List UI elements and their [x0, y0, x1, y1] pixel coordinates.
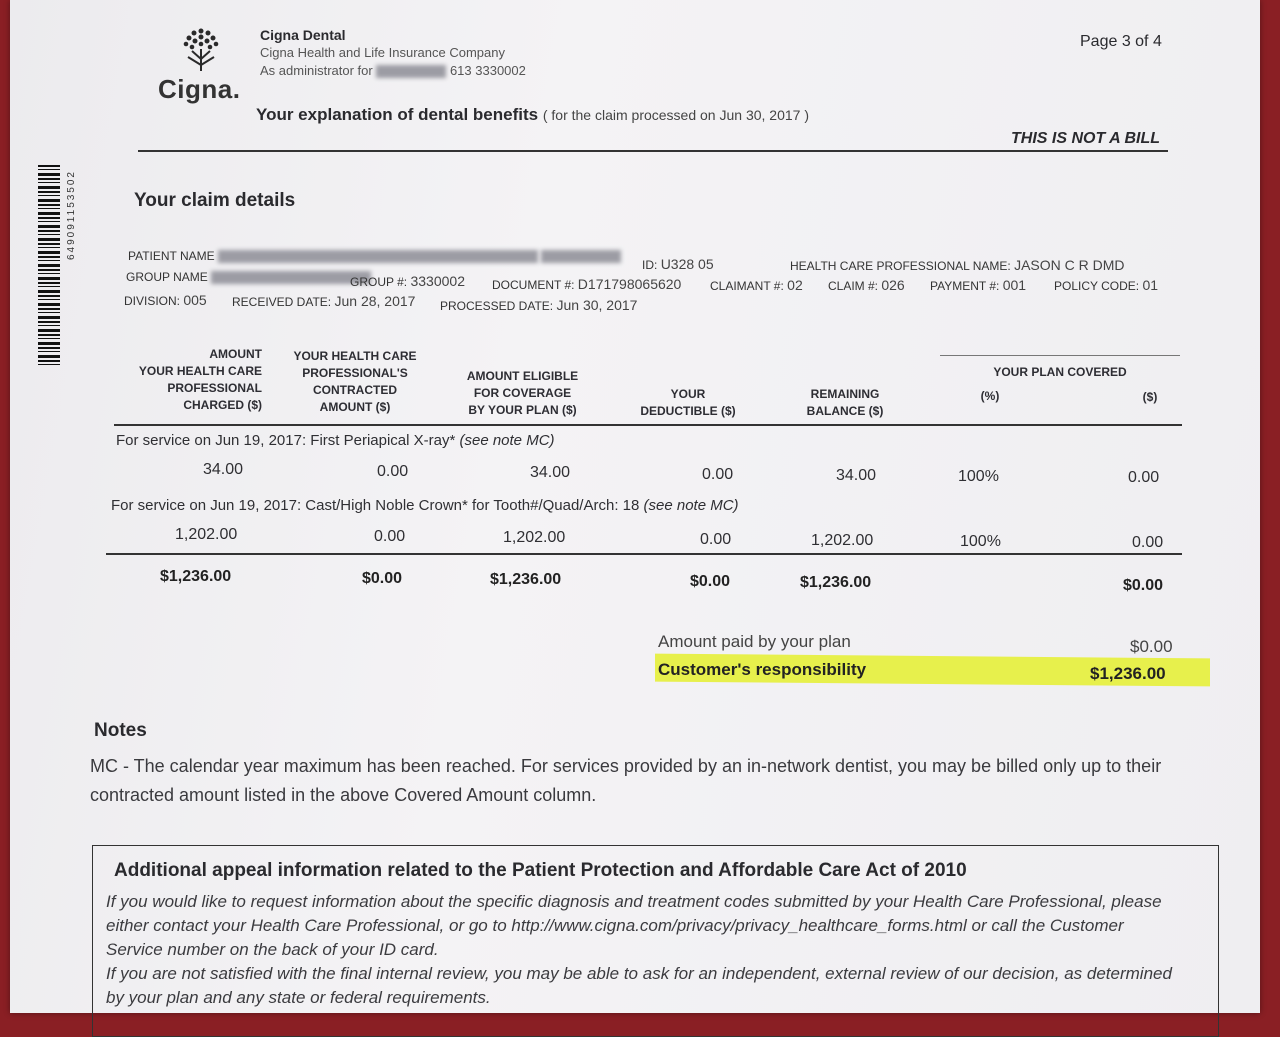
- col-covered-group: YOUR PLAN COVERED: [993, 365, 1127, 379]
- col-contracted: YOUR HEALTH CARE PROFESSIONAL'S CONTRACTED AMOUNT ($): [293, 349, 417, 414]
- notes-title: Notes: [94, 720, 147, 741]
- payment-value: 001: [1002, 277, 1027, 293]
- service-1-text: For service on Jun 19, 2017: First Periapical X-ray*: [116, 432, 456, 449]
- division-label: DIVISION:: [124, 294, 181, 308]
- appeal-paragraph-2: If you are not satisfied with the final internal review, you may be able to ask for an independent, external review of our decision, as determined by your plan and any state or federal requirements.: [106, 964, 1172, 1007]
- service-2-remaining: 1,202.00: [811, 532, 874, 549]
- total-deductible: $0.00: [690, 573, 731, 590]
- claimant-label: CLAIMANT #:: [710, 279, 784, 293]
- eob-document: [10, 0, 1260, 1013]
- received-date-field: [232, 293, 415, 309]
- eob-title: [256, 105, 809, 125]
- amount-paid-value: $0.00: [1130, 637, 1173, 656]
- covered-group-rule: [940, 355, 1180, 356]
- company-name: Cigna Dental: [260, 27, 346, 43]
- notes-text: MC - The calendar year maximum has been reached. For services provided by an in-network dentist, you may be billed only up to their contracted amount listed in the above Covered Amount column.: [90, 756, 1162, 805]
- eob-title-text: Your explanation of dental benefits: [256, 105, 539, 124]
- eob-processed-note: ( for the claim processed on Jun 30, 2017 ): [542, 107, 809, 123]
- id-value: U328 05: [660, 256, 714, 272]
- header-table-rule: [114, 424, 1182, 426]
- amount-paid-label: Amount paid by your plan: [658, 632, 851, 651]
- policy-code-label: POLICY CODE:: [1054, 279, 1140, 293]
- processed-date-value: Jun 30, 2017: [556, 297, 638, 313]
- total-covered-amt: $0.00: [1123, 577, 1164, 594]
- claimant-value: 02: [787, 277, 803, 293]
- col-covered-amt: ($): [1142, 390, 1158, 404]
- claim-number-label: CLAIM #:: [828, 279, 879, 293]
- service-2-contracted: 0.00: [374, 528, 406, 545]
- payment-label: PAYMENT #:: [930, 279, 1000, 293]
- id-label: ID:: [642, 258, 658, 272]
- service-2-charged: 1,202.00: [175, 526, 238, 543]
- total-remaining: $1,236.00: [800, 574, 872, 591]
- appeal-body: [106, 890, 1176, 1010]
- col-covered-pct: (%): [980, 389, 1000, 403]
- cigna-logo-text: Cigna.: [158, 74, 241, 104]
- administrator-line: [260, 63, 526, 78]
- service-2-deductible: 0.00: [700, 531, 732, 548]
- policy-code-value: 01: [1142, 277, 1159, 293]
- division-field: [124, 292, 207, 308]
- insurer-name: Cigna Health and Life Insurance Company: [260, 45, 505, 60]
- claim-number-value: 026: [881, 277, 905, 293]
- service-row-1-desc: [116, 432, 555, 449]
- appeal-title: Additional appeal information related to the Patient Protection and Affordable Care Act of 2010: [114, 860, 967, 881]
- service-2-note: (see note MC): [643, 497, 739, 514]
- barcode-number: 649091153502: [66, 170, 77, 260]
- total-contracted: $0.00: [362, 570, 403, 587]
- redacted-block: [211, 271, 371, 284]
- service-1-note: (see note MC): [459, 432, 555, 449]
- hcp-name-label: HEALTH CARE PROFESSIONAL NAME:: [790, 259, 1011, 273]
- claim-details-title: Your claim details: [134, 190, 296, 211]
- received-date-value: Jun 28, 2017: [334, 293, 416, 309]
- service-2-covered-pct: 100%: [960, 533, 1001, 550]
- service-2-text: For service on Jun 19, 2017: Cast/High Noble Crown* for Tooth#/Quad/Arch: 18: [111, 497, 640, 514]
- service-1-covered-pct: 100%: [958, 468, 999, 485]
- group-name-field: [126, 270, 371, 284]
- id-field: [642, 256, 714, 272]
- total-eligible: $1,236.00: [490, 571, 562, 588]
- hcp-name-value: JASON C R DMD: [1014, 257, 1125, 273]
- group-number-value: 3330002: [410, 273, 465, 289]
- processed-date-field: [440, 297, 637, 313]
- service-1-charged: 34.00: [203, 461, 244, 478]
- cigna-tree-logo-icon: [180, 25, 222, 75]
- totals-rule: [106, 553, 1182, 555]
- service-1-covered-amt: 0.00: [1128, 469, 1160, 486]
- document-value: D171798065620: [577, 276, 682, 292]
- policy-code-field: [1054, 277, 1158, 293]
- claimant-field: [710, 277, 803, 293]
- group-number-label: GROUP #:: [350, 275, 408, 289]
- col-eligible: AMOUNT ELIGIBLE FOR COVERAGE BY YOUR PLAN ($): [466, 369, 579, 417]
- patient-name-field: [128, 249, 621, 263]
- customer-responsibility-label: Customer's responsibility: [658, 660, 867, 679]
- group-number-field: [350, 273, 465, 289]
- service-1-contracted: 0.00: [377, 463, 409, 480]
- group-name-label: GROUP NAME: [126, 270, 208, 284]
- not-a-bill-label: THIS IS NOT A BILL: [1011, 130, 1161, 147]
- service-1-deductible: 0.00: [702, 466, 734, 483]
- col-remaining: REMAINING BALANCE ($): [806, 387, 884, 418]
- service-2-covered-amt: 0.00: [1132, 534, 1164, 551]
- administrator-tail: 613 3330002: [449, 63, 526, 78]
- redacted-block: [541, 250, 621, 263]
- col-charged: AMOUNT YOUR HEALTH CARE PROFESSIONAL CHARGED ($): [138, 347, 262, 412]
- division-value: 005: [183, 292, 207, 308]
- claim-number-field: [828, 277, 905, 293]
- document-label: DOCUMENT #:: [492, 278, 575, 292]
- barcode: [38, 165, 60, 365]
- page-indicator: Page 3 of 4: [1080, 33, 1162, 50]
- redacted-block: [218, 250, 538, 263]
- patient-name-label: PATIENT NAME: [128, 249, 215, 263]
- redacted-block: [376, 65, 446, 78]
- hcp-name-field: [790, 257, 1125, 273]
- received-date-label: RECEIVED DATE:: [232, 295, 332, 309]
- service-2-eligible: 1,202.00: [503, 529, 566, 546]
- service-1-remaining: 34.00: [836, 467, 877, 484]
- total-charged: $1,236.00: [160, 568, 232, 585]
- administrator-label: As administrator for: [260, 63, 373, 78]
- customer-responsibility-value: $1,236.00: [1090, 664, 1166, 683]
- processed-date-label: PROCESSED DATE:: [440, 299, 554, 313]
- payment-field: [930, 277, 1026, 293]
- appeal-paragraph-1: If you would like to request information about the specific diagnosis and treatment codes submitted by your Health Care Professional, please either contact your Health Care Professional, or go to http://www.cigna.com/privacy/privacy_healthcare_forms.html or call the Customer Service number on the back of your ID card.: [106, 892, 1162, 959]
- document-field: [492, 276, 681, 292]
- service-1-eligible: 34.00: [530, 464, 571, 481]
- header-rule: [138, 150, 1168, 152]
- col-deductible: YOUR DEDUCTIBLE ($): [640, 387, 736, 418]
- service-row-2-desc: [111, 497, 739, 514]
